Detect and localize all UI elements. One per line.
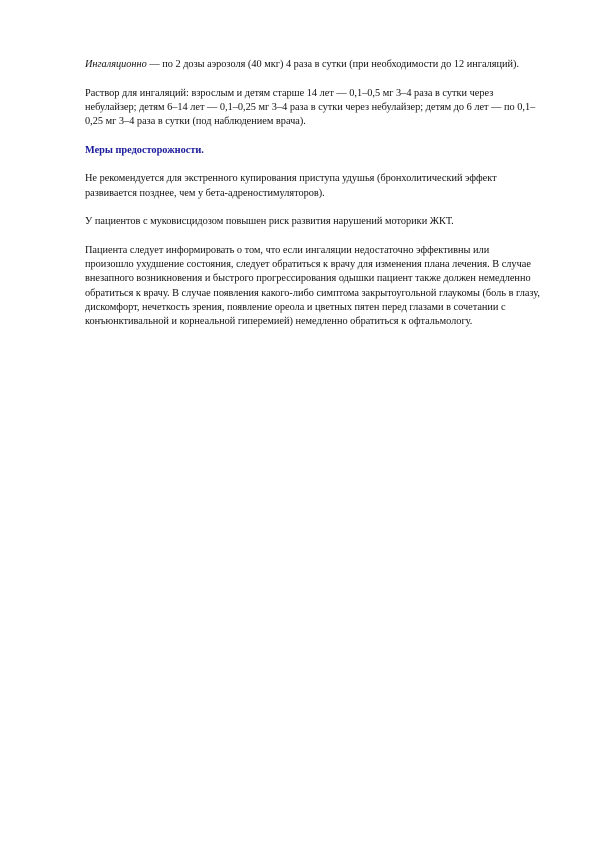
paragraph-cystic-fibrosis: У пациентов с муковисцидозом повышен риск развития нарушений моторики ЖКТ. <box>85 216 454 228</box>
paragraph-solution-dosage: Раствор для ингаляций: взрослым и детям старше 14 лет — 0,1–0,5 мг 3–4 раза в сутки через небулайзер; детям 6–14 лет — 0,1–0,25 мг 3–4 раза в сутки через небулайзер; детям до 6 лет — по 0,1–0,25 мг 3–4 раза в сутки (под наблюдением врача). <box>85 87 536 128</box>
paragraph-patient-information: Пациента следует информировать о том, что если ингаляции недостаточно эффективны или произошло ухудшение состояния, следует обратиться к врачу для изменения плана лечения. В случае внезапного возникновения и быстрого прогрессирования одышки пациент также должен немедленно обратиться к врачу. В случае появления какого-либо симптома закрытоугольной глаукомы (боль в глазу, дискомфорт, нечеткость зрения, появление ореола и цветных пятен перед глазами в сочетании с конъюнктивальной и корнеальной гиперемией) немедленно обратиться к офтальмологу. <box>85 244 540 328</box>
paragraph-emergency-warning: Не рекомендуется для экстренного купирования приступа удушья (бронхолитический эффект развивается позднее, чем у бета-адреностимуляторов). <box>85 173 497 199</box>
section-heading-precautions: Меры предосторожности. <box>85 144 204 156</box>
document-body <box>85 58 540 344</box>
paragraph-inhalation-dosage <box>85 58 540 72</box>
inhalation-dosage-text: — по 2 дозы аэрозоля (40 мкг) 4 раза в сутки (при необходимости до 12 ингаляций). <box>146 59 520 70</box>
term-inhalation: Ингаляционно <box>85 59 147 70</box>
